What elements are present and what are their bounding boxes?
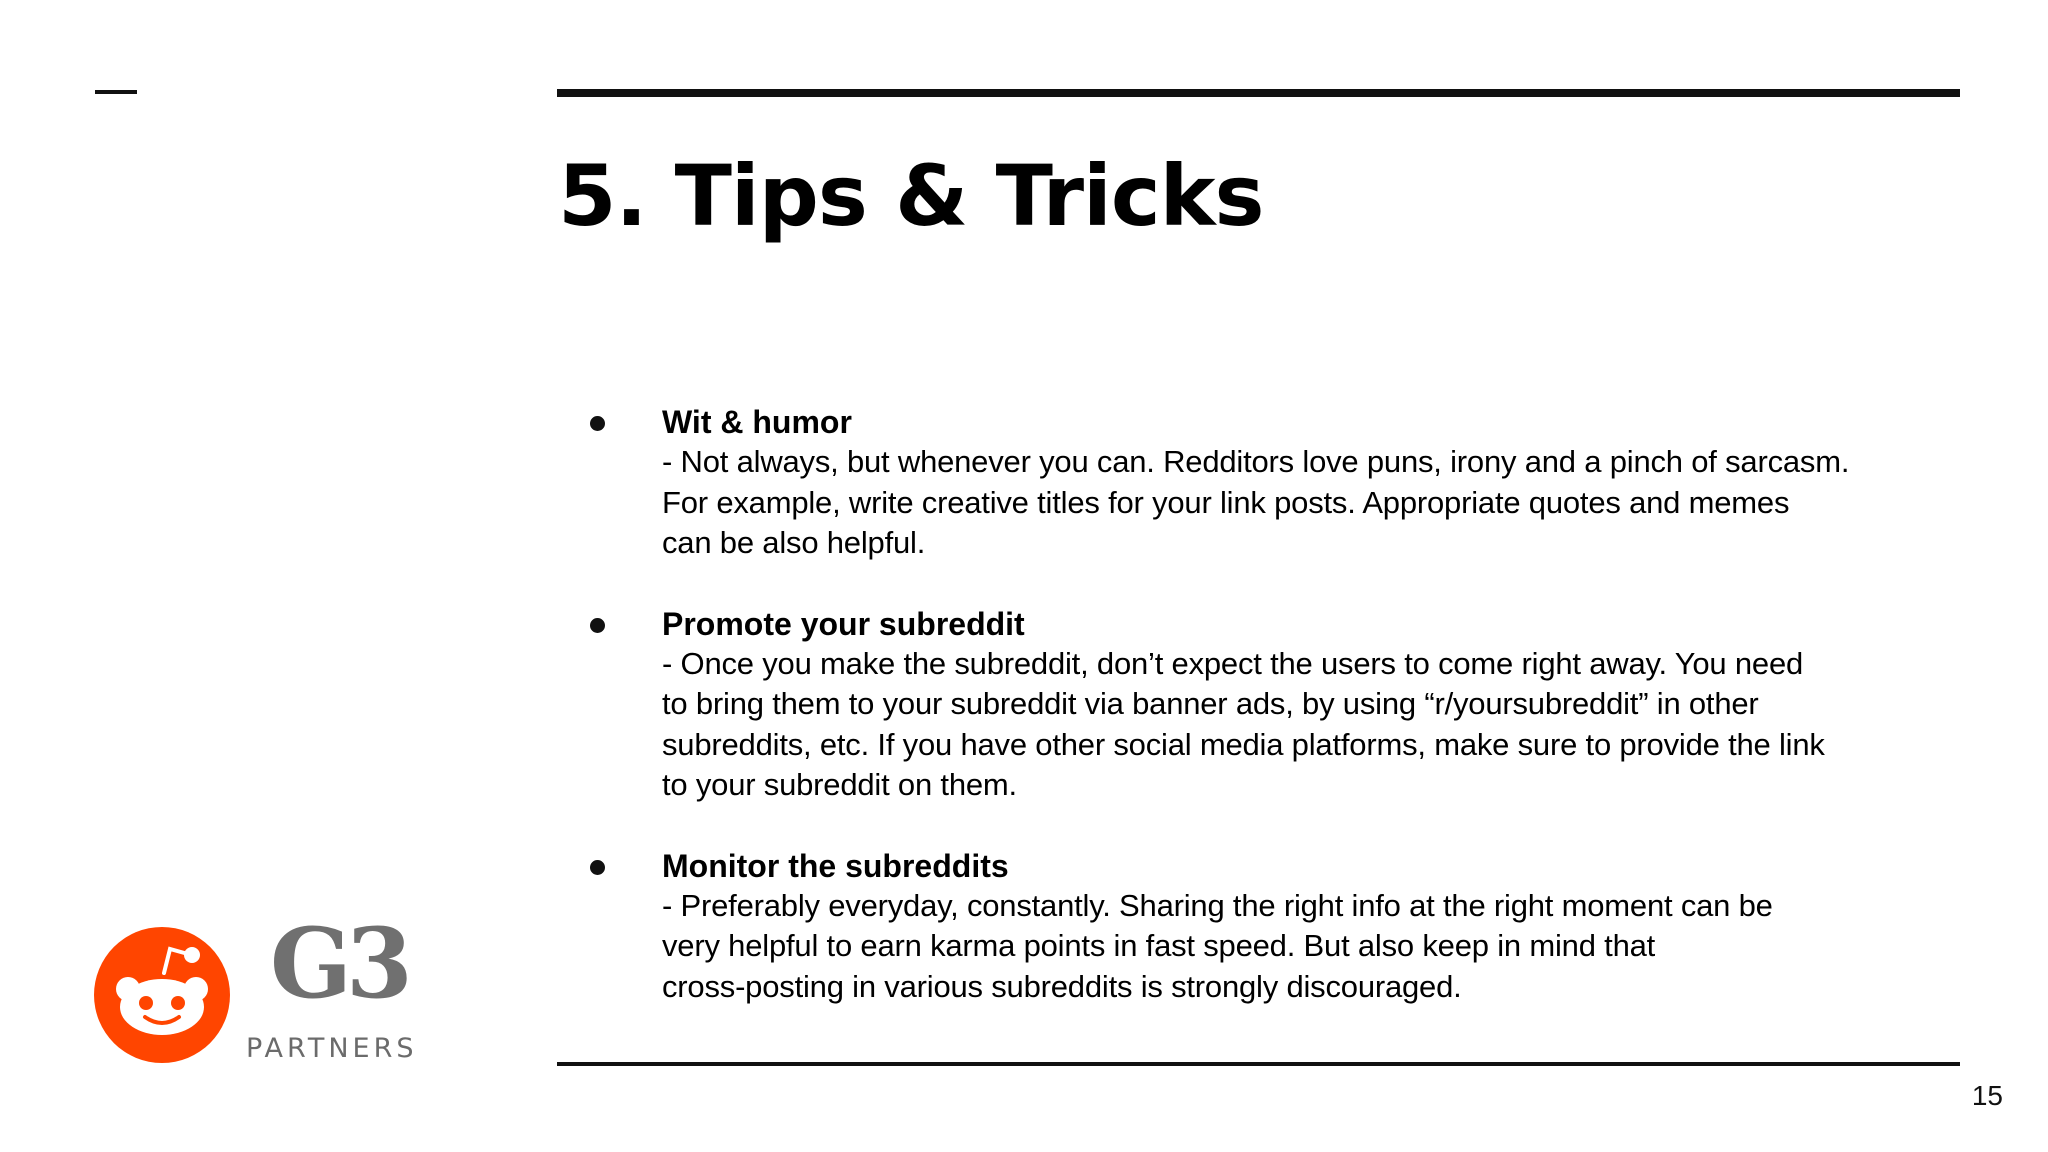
tip-body: - Once you make the subreddit, don’t expect the users to come right away. You need to bring them to your subreddit via banner ads, by using “r/yoursubreddit” in other subreddits, etc. If you have other social media platforms, make sure to provide the link to your subreddit on them. — [662, 645, 1825, 802]
g3-partners-logo — [244, 907, 418, 1068]
tip-heading: Promote your subreddit — [662, 605, 1025, 642]
tip-body: - Preferably everyday, constantly. Sharing the right info at the right moment can be very helpful to earn karma points in fast speed. But also keep in mind that cross-posting in various subreddits is strongly discouraged. — [662, 887, 1773, 1004]
bottom-rule — [557, 1062, 1960, 1066]
corner-dash — [95, 90, 137, 94]
g3-wordmark: PARTNERS — [246, 1033, 418, 1064]
tip-body: - Not always, but whenever you can. Redditors love puns, irony and a pinch of sarcasm. For example, write creative titles for your link posts. Appropriate quotes and memes can be also helpful. — [662, 444, 1850, 560]
slide-title: 5. Tips & Tricks — [558, 147, 1264, 245]
page-number: 15 — [1971, 1080, 2003, 1111]
top-rule — [557, 89, 1960, 97]
tip-heading: Monitor the subreddits — [662, 847, 1009, 884]
bullet-icon — [590, 618, 605, 633]
g3-mark: G3 — [270, 907, 407, 1020]
bullet-icon — [590, 860, 605, 875]
list-item — [590, 402, 1960, 564]
bullet-icon — [590, 416, 605, 431]
list-item — [590, 604, 1960, 806]
tips-list — [590, 402, 1960, 1047]
tip-heading: Wit & humor — [662, 404, 852, 440]
list-item — [590, 846, 1960, 1008]
reddit-alien-icon — [94, 927, 230, 1063]
